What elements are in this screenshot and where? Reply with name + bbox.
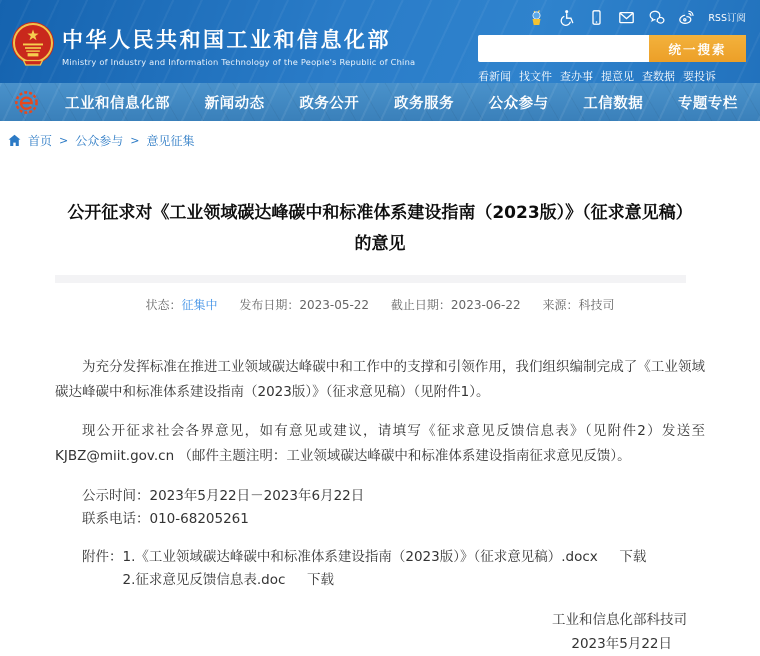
- home-icon[interactable]: [8, 134, 21, 147]
- wechat-icon[interactable]: [648, 9, 665, 26]
- signature-org: 工业和信息化部科技司: [552, 611, 687, 628]
- deadline-value: 2023-06-22: [450, 297, 521, 312]
- nav-items: [65, 92, 746, 113]
- article-paragraph-1: 为充分发挥标准在推进工业领域碳达峰碳中和工作中的支撑和引领作用，我们组织编制完成了《工业领域碳达峰碳中和标准体系建设指南（2023版）》（征求意见稿）（见附件1）。: [55, 358, 705, 401]
- site-title: 中华人民共和国工业和信息化部: [62, 28, 391, 52]
- notice-time: 公示时间：2023年5月22日－2023年6月22日: [82, 488, 365, 505]
- attachment-row-1: [55, 546, 705, 569]
- attachments-label: 附件：: [82, 548, 123, 565]
- mascot-icon[interactable]: [528, 9, 545, 26]
- breadcrumb-separator: >: [59, 134, 69, 147]
- nav-item-gov-services[interactable]: 政务服务: [393, 95, 454, 112]
- mail-icon[interactable]: [618, 9, 635, 26]
- main-nav: [0, 83, 760, 121]
- quick-link-files[interactable]: 找文件: [519, 70, 552, 83]
- attachment-2-download-link[interactable]: 下载: [307, 571, 335, 588]
- attachments: [55, 546, 705, 592]
- source-label: 来源：: [542, 297, 579, 312]
- article-body: [55, 355, 705, 470]
- breadcrumb-separator: >: [130, 134, 140, 147]
- quick-link-data[interactable]: 查数据: [642, 70, 675, 83]
- site-header: [0, 0, 760, 83]
- deadline-label: 截止日期：: [390, 297, 451, 312]
- site-brand: [62, 29, 415, 67]
- weibo-icon[interactable]: [678, 9, 695, 26]
- nav-item-news[interactable]: 新闻动态: [204, 95, 265, 112]
- article-signature: [55, 608, 705, 656]
- topbar: [478, 6, 746, 28]
- national-emblem-icon: [9, 20, 57, 72]
- search-button[interactable]: 统一搜索: [649, 35, 746, 62]
- breadcrumb-public-participation[interactable]: 公众参与: [75, 134, 124, 148]
- attachment-row-2: [55, 569, 705, 592]
- signature-date: 2023年5月22日: [571, 635, 672, 652]
- article-info: [55, 485, 705, 530]
- attachment-1-download-link[interactable]: 下载: [619, 548, 647, 565]
- site-subtitle: Ministry of Industry and Information Technology of the People's Republic of China: [62, 57, 416, 68]
- quick-link-complaints[interactable]: 要投诉: [683, 70, 716, 83]
- article-title-line1: 公开征求对《工业领域碳达峰碳中和标准体系建设指南（2023版）》（征求意见稿）: [67, 203, 693, 223]
- quick-link-opinions[interactable]: 提意见: [601, 70, 634, 83]
- title-divider: [55, 275, 686, 283]
- quick-link-services[interactable]: 查办事: [560, 70, 593, 83]
- e-gov-logo-icon: [14, 90, 39, 115]
- accessibility-icon[interactable]: [558, 9, 575, 26]
- status-badge: 征集中: [181, 297, 218, 312]
- header-right: [478, 6, 746, 84]
- quick-links: [478, 68, 716, 84]
- article-title: [55, 198, 705, 261]
- breadcrumb: [0, 121, 760, 158]
- nav-item-data[interactable]: 工信数据: [583, 95, 644, 112]
- article: [0, 198, 760, 656]
- search-input[interactable]: [478, 35, 649, 62]
- quick-link-news[interactable]: 看新闻: [478, 70, 511, 83]
- publish-date-label: 发布日期：: [239, 297, 300, 312]
- attachment-file-1-link[interactable]: 1.《工业领域碳达峰碳中和标准体系建设指南（2023版）》（征求意见稿）.docx: [122, 548, 598, 565]
- status-label: 状态：: [145, 297, 182, 312]
- publish-date-value: 2023-05-22: [299, 297, 370, 312]
- article-meta: [55, 296, 705, 313]
- contact-phone: 联系电话：010-68205261: [82, 511, 249, 528]
- breadcrumb-opinion-solicitation[interactable]: 意见征集: [146, 134, 195, 148]
- rss-link[interactable]: RSS订阅: [708, 13, 746, 24]
- nav-item-special-topics[interactable]: 专题专栏: [677, 95, 738, 112]
- breadcrumb-home[interactable]: 首页: [28, 134, 53, 148]
- article-paragraph-2: 现公开征求社会各界意见，如有意见或建议，请填写《征求意见反馈信息表》（见附件2）发送至 KJBZ@miit.gov.cn （邮件主题注明：工业领域碳达峰碳中和标准体系建设指南征求意见反馈）。: [55, 422, 705, 464]
- article-title-line2: 的意见: [354, 234, 406, 255]
- nav-item-miit[interactable]: 工业和信息化部: [65, 95, 170, 112]
- source-value: 科技司: [578, 297, 615, 312]
- mobile-icon[interactable]: [588, 9, 605, 26]
- search-bar: [478, 35, 746, 62]
- nav-item-public-participation[interactable]: 公众参与: [488, 95, 549, 112]
- attachment-file-2-link[interactable]: 2.征求意见反馈信息表.doc: [122, 571, 286, 588]
- nav-item-gov-openness[interactable]: 政务公开: [299, 95, 360, 112]
